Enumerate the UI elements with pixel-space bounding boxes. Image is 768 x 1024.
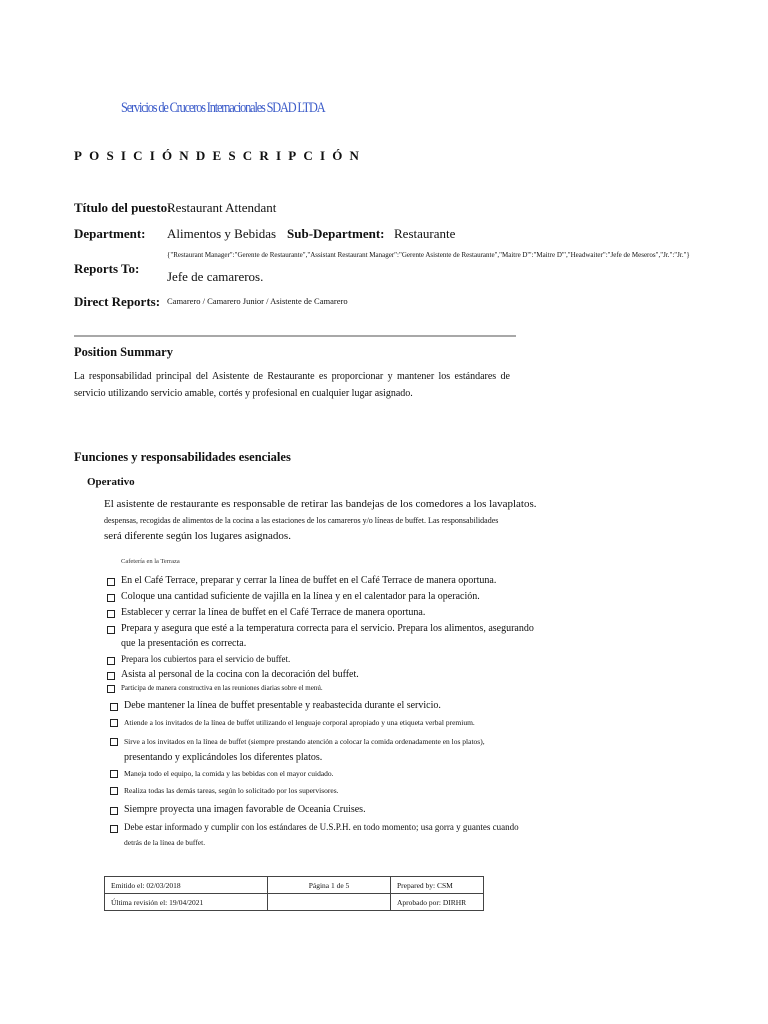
- checkbox-icon: [110, 807, 118, 815]
- checkbox-icon: [107, 578, 115, 586]
- job-title-value: Restaurant Attendant: [167, 200, 277, 215]
- checkbox-icon: [107, 594, 115, 602]
- direct-reports-label: Direct Reports:: [74, 294, 161, 309]
- reports-to-value: Jefe de camareros.: [167, 269, 264, 284]
- empty-cell: [268, 894, 391, 911]
- table-row: [105, 894, 484, 911]
- checkbox-icon: [107, 626, 115, 634]
- table-row: [105, 877, 484, 894]
- checkbox-icon: [110, 703, 118, 711]
- intro-line-2: despensas, recogidas de alimentos de la cocina a las estaciones de los camareros y/o líneas de buffet. Las responsabilidades: [104, 516, 499, 525]
- footer-table: [104, 876, 484, 911]
- list-item-continuation: detrás de la línea de buffet.: [124, 838, 206, 847]
- position-summary-heading: Position Summary: [74, 345, 173, 359]
- checkbox-icon: [107, 685, 115, 693]
- checkbox-icon: [107, 672, 115, 680]
- functions-heading: Funciones y responsabilidades esenciales: [74, 450, 291, 464]
- cafeteria-label: Cafetería en la Terraza: [121, 558, 180, 565]
- job-title-label: Título del puesto:: [74, 200, 172, 215]
- operativo-subheading: Operativo: [87, 476, 135, 488]
- checkbox-icon: [110, 770, 118, 778]
- department-label: Department:: [74, 226, 146, 241]
- approved-by: Aprobado por: DIRHR: [391, 894, 484, 911]
- list-item-continuation: presentando y explicándoles los diferentes platos.: [124, 752, 323, 763]
- list-item-continuation: que la presentación es correcta.: [121, 638, 247, 649]
- reports-to-json: {"Restaurant Manager":"Gerente de Restaurante","Assistant Restaurant Manager":"Gerente Asistente de Restaurante","Maitre D'":"Maitre D'","Headwaiter":"Jefe de Meseros","Jr.":"Jr."}: [167, 251, 690, 259]
- checkbox-icon: [110, 787, 118, 795]
- direct-reports-value: Camarero / Camarero Junior / Asistente de Camarero: [167, 296, 348, 306]
- document-title: POSICIÓNDESCRIPCIÓN: [74, 148, 367, 163]
- checkbox-icon: [107, 610, 115, 618]
- intro-line-3: será diferente según los lugares asignados.: [104, 530, 291, 542]
- intro-line-1: El asistente de restaurante es responsable de retirar las bandejas de los comedores a los lavaplatos.: [104, 498, 537, 510]
- position-summary-text: La responsabilidad principal del Asistente de Restaurante es proporcionar y mantener los estándares de servicio utilizando servicio amable, cortés y profesional en cualquier lugar asignado.: [74, 371, 510, 399]
- checkbox-icon: [110, 738, 118, 746]
- section-divider: [74, 335, 516, 337]
- prepared-by: Prepared by: CSM: [391, 877, 484, 894]
- page-number: Página 1 de 5: [268, 877, 391, 894]
- company-name: Servicios de Cruceros Internacionales SDAD LTDA: [121, 100, 325, 116]
- sub-department-value: Restaurante: [394, 226, 456, 241]
- department-value: Alimentos y Bebidas: [167, 226, 277, 241]
- checkbox-icon: [107, 657, 115, 665]
- checkbox-icon: [110, 719, 118, 727]
- issued-date: Emitido el: 02/03/2018: [105, 877, 268, 894]
- reports-to-label: Reports To:: [74, 261, 140, 276]
- sub-department-label: Sub-Department:: [287, 226, 385, 241]
- last-revision-date: Última revisión el: 19/04/2021: [105, 894, 268, 911]
- checkbox-icon: [110, 825, 118, 833]
